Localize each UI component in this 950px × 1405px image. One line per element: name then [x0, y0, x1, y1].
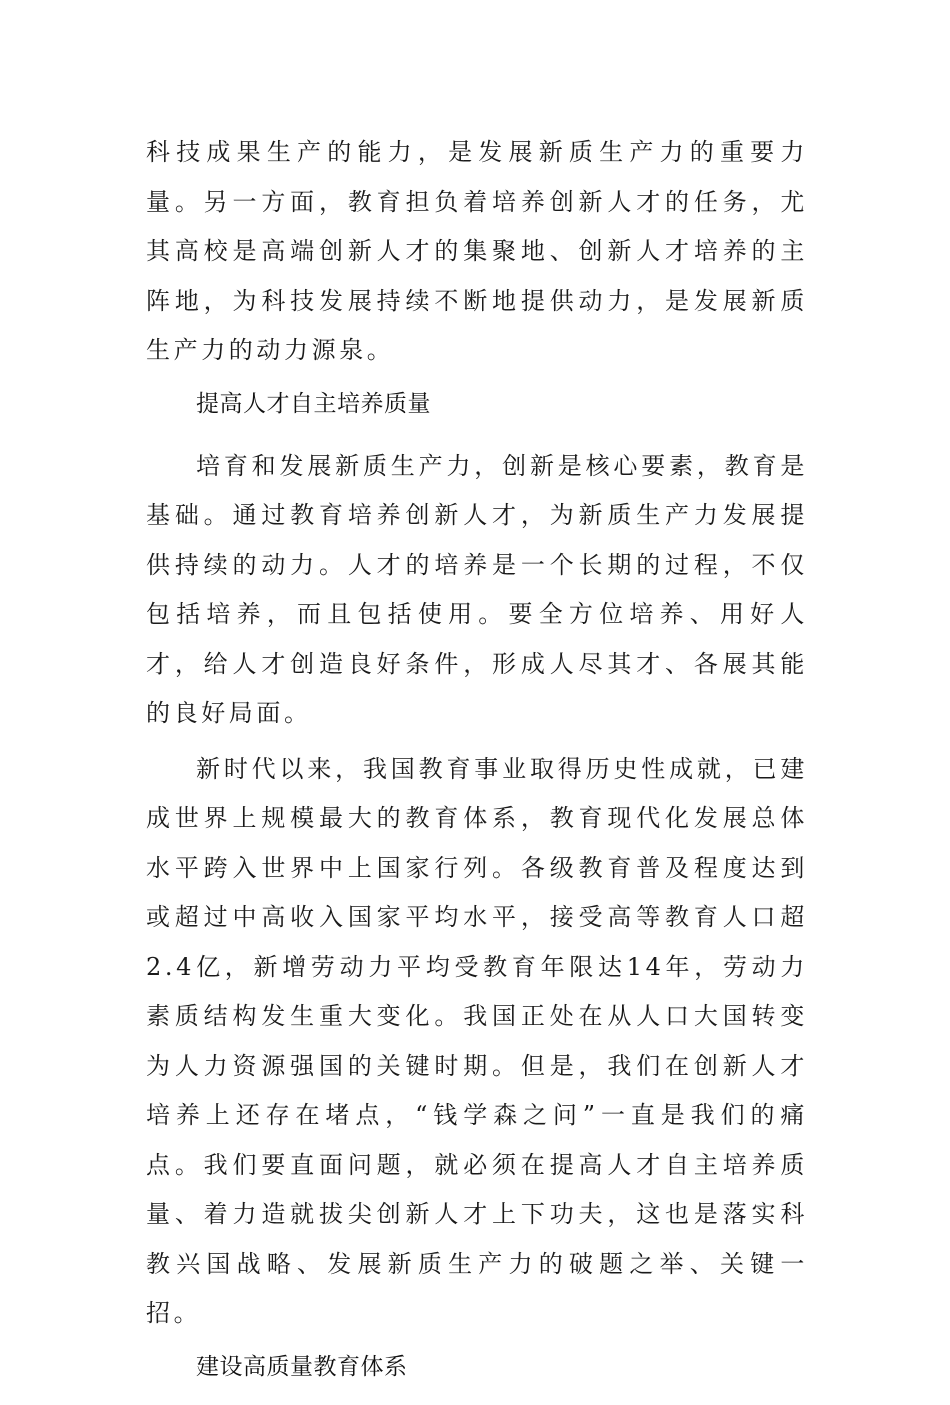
- section-heading-education-system: 建设高质量教育体系: [196, 1353, 408, 1380]
- section-heading-talent-training: 提高人才自主培养质量: [196, 390, 431, 417]
- document-body: [146, 128, 808, 1405]
- paragraph-education-achievements: 新时代以来，我国教育事业取得历史性成就，已建成世界上规模最大的教育体系，教育现代化发展总体水平跨入世界中上国家行列。各级教育普及程度达到或超过中高收入国家平均水平，接受高等教育人口超2.4亿，新增劳动力平均受教育年限达14年，劳动力素质结构发生重大变化。我国正处在从人口大国转变为人力资源强国的关键时期。但是，我们在创新人才培养上还存在堵点，“钱学森之问”一直是我们的痛点。我们要直面问题，就必须在提高人才自主培养质量、着力造就拔尖创新人才上下功夫，这也是落实科教兴国战略、发展新质生产力的破题之举、关键一招。: [146, 754, 808, 1327]
- paragraph-innovation-education: 培育和发展新质生产力，创新是核心要素，教育是基础。通过教育培养创新人才，为新质生产力发展提供持续的动力。人才的培养是一个长期的过程，不仅包括培养，而且包括使用。要全方位培养、用好人才，给人才创造良好条件，形成人尽其才、各展其能的良好局面。: [146, 451, 808, 727]
- paragraph-continuation: 科技成果生产的能力，是发展新质生产力的重要力量。另一方面，教育担负着培养创新人才的任务，尤其高校是高端创新人才的集聚地、创新人才培养的主阵地，为科技发展持续不断地提供动力，是发展新质生产力的动力源泉。: [146, 138, 808, 364]
